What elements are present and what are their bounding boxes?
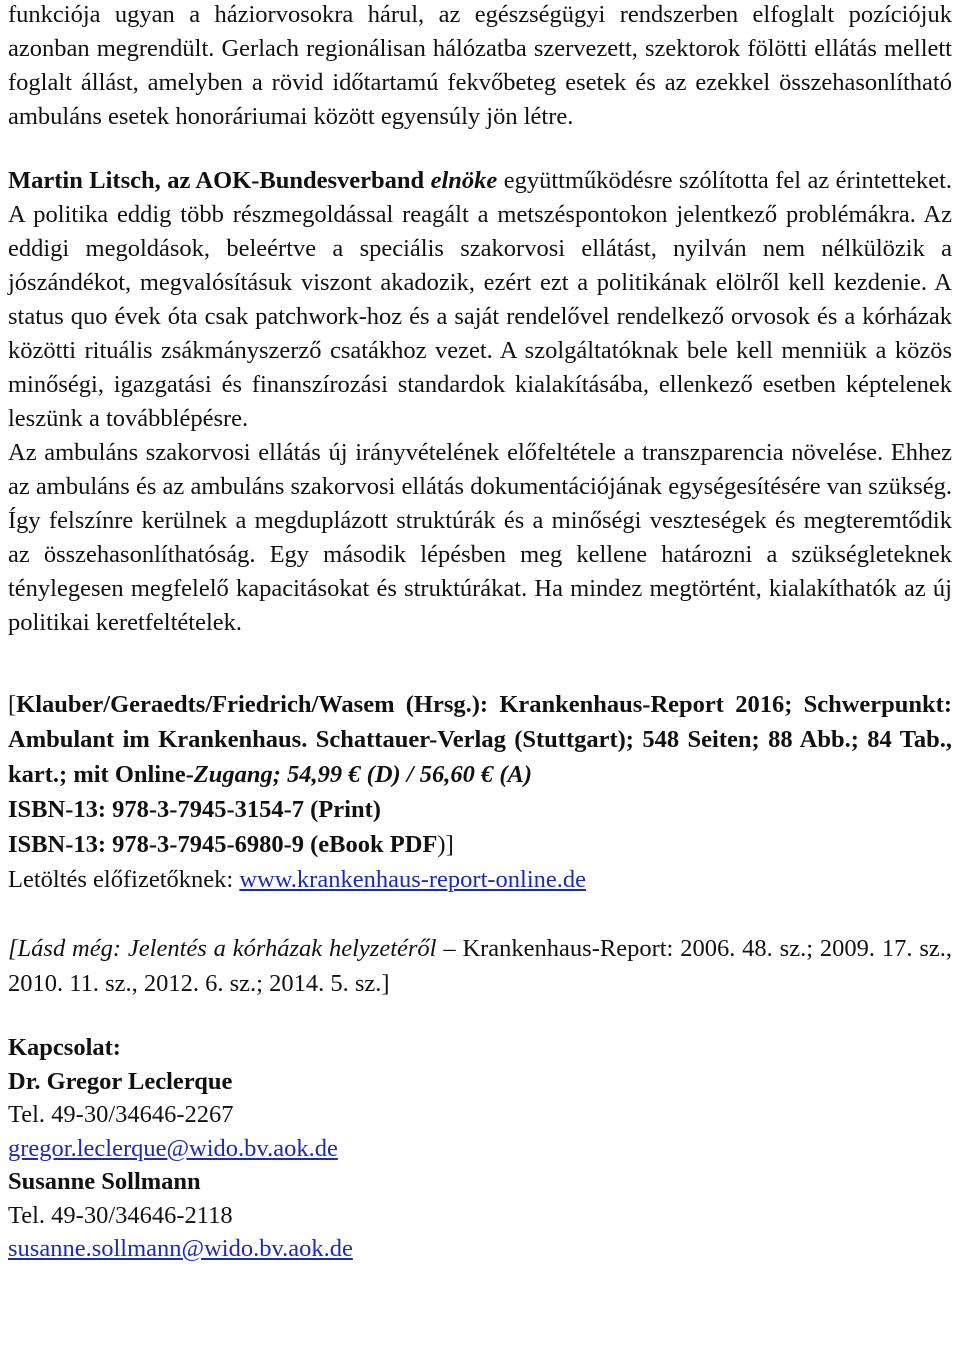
litsch-lead: együttműködésre szólította fel az érintetteket. — [503, 167, 952, 194]
reference-citation: Klauber/Geraedts/Friedrich/Wasem (Hrsg.): Krankenhaus-Report 2016; Schwerpunkt: Ambulant im Krankenhaus. Schattauer-Verlag (Stuttgart); 548 Seiten; 88 Abb.; 84 Tab., kart.; mit Online- — [8, 691, 952, 788]
download-label: Letöltés előfizetőknek: — [8, 866, 240, 893]
contact-tel-1: Tel. 49-30/34646-2267 — [8, 1101, 234, 1128]
contact-name-1: Dr. Gregor Leclerque — [8, 1067, 233, 1095]
reference-block — [8, 687, 952, 792]
contact-section — [8, 1031, 952, 1266]
reference-open-bracket: [ — [8, 691, 17, 718]
isbn-print-text: ISBN-13: 978-3-7945-3154-7 (Print) — [8, 796, 381, 823]
litsch-name: Martin Litsch, az AOK-Bundesverband — [8, 167, 425, 194]
contact-name-2: Susanne Sollmann — [8, 1168, 201, 1195]
litsch-body: Az eddigi megoldások, beleértve a speciális szakorvosi ellátást, nyilván nem nélkülözik a jószándékot, megvalósításuk viszont akadozik, ezért ezt a politikának elölről kell kezdenie. A status quo évek óta csak patchwork-hoz és a saját rendelővel rendelkező orvosok és a kórházak közötti rituális zsákmányszerző csatákhoz vezet. A szolgáltatóknak bele kell menniük a közös minőségi, igazgatási és finanszírozási standardok kialakításába, ellenkező esetben képtelenek leszünk a továbblépésre. — [8, 201, 952, 432]
reference-close-bracket: )] — [437, 831, 454, 858]
litsch-rest: A politika eddig több részmegoldással reagált a metszéspontokon jelentkező problémákra. — [8, 201, 916, 228]
litsch-role: elnöke — [430, 167, 498, 194]
reference-price: Zugang; 54,99 € (D) / 56,60 € (A) — [193, 761, 533, 788]
see-also-dash: – — [436, 935, 463, 962]
download-line — [8, 862, 952, 897]
see-also-block — [8, 931, 952, 1001]
contact-email-2[interactable]: susanne.sollmann@wido.bv.aok.de — [8, 1235, 353, 1262]
isbn-ebook — [8, 827, 952, 862]
isbn-print — [8, 792, 952, 827]
litsch-paragraph — [8, 164, 952, 436]
ambulans-paragraph: Az ambuláns szakorvosi ellátás új irányvételének előfeltétele a transzparencia növelése. Ehhez az ambuláns és az ambuláns szakorvosi ellátás dokumentációjának egységesítésére van szükség. Így felszínre kerülnek a megduplázott struktúrák és a minőségi veszteségek és megteremtődik az összehasonlíthatóság. Egy második lépésben meg kellene határozni a szükségleteknek ténylegesen megfelelő kapacitásokat és struktúrákat. Ha mindez megtörtént, kialakíthatók az új politikai keretfeltételek. — [8, 439, 952, 636]
contact-email-1[interactable]: gregor.leclerque@wido.bv.aok.de — [8, 1134, 338, 1162]
contact-tel-2: Tel. 49-30/34646-2118 — [8, 1201, 233, 1229]
intro-paragraph: funkciója ugyan a háziorvosokra hárul, az egészségügyi rendszerben elfoglalt pozíciójuk azonban megrendült. Gerlach regionálisan hálózatba szervezett, szektorok fölötti ellátás mellett foglalt állást, amelyben a rövid időtartamú fekvőbeteg esetek és az ezekkel összehasonlítható ambuláns esetek honoráriumai között egyensúly jön létre. — [8, 1, 952, 130]
contact-heading: Kapcsolat: — [8, 1034, 121, 1061]
isbn-ebook-text: ISBN-13: 978-3-7945-6980-9 (eBook PDF — [8, 831, 438, 858]
download-link[interactable]: www.krankenhaus-report-online.de — [239, 866, 587, 893]
see-also-rest: Krankenhaus-Report: 2006. 48. sz.; 2009. 17. sz., 2010. 11. sz., 2012. 6. sz.; 2014. 5. sz.] — [8, 935, 952, 997]
see-also-prefix: [Lásd még: Jelentés a kórházak helyzetéről — [8, 935, 437, 962]
